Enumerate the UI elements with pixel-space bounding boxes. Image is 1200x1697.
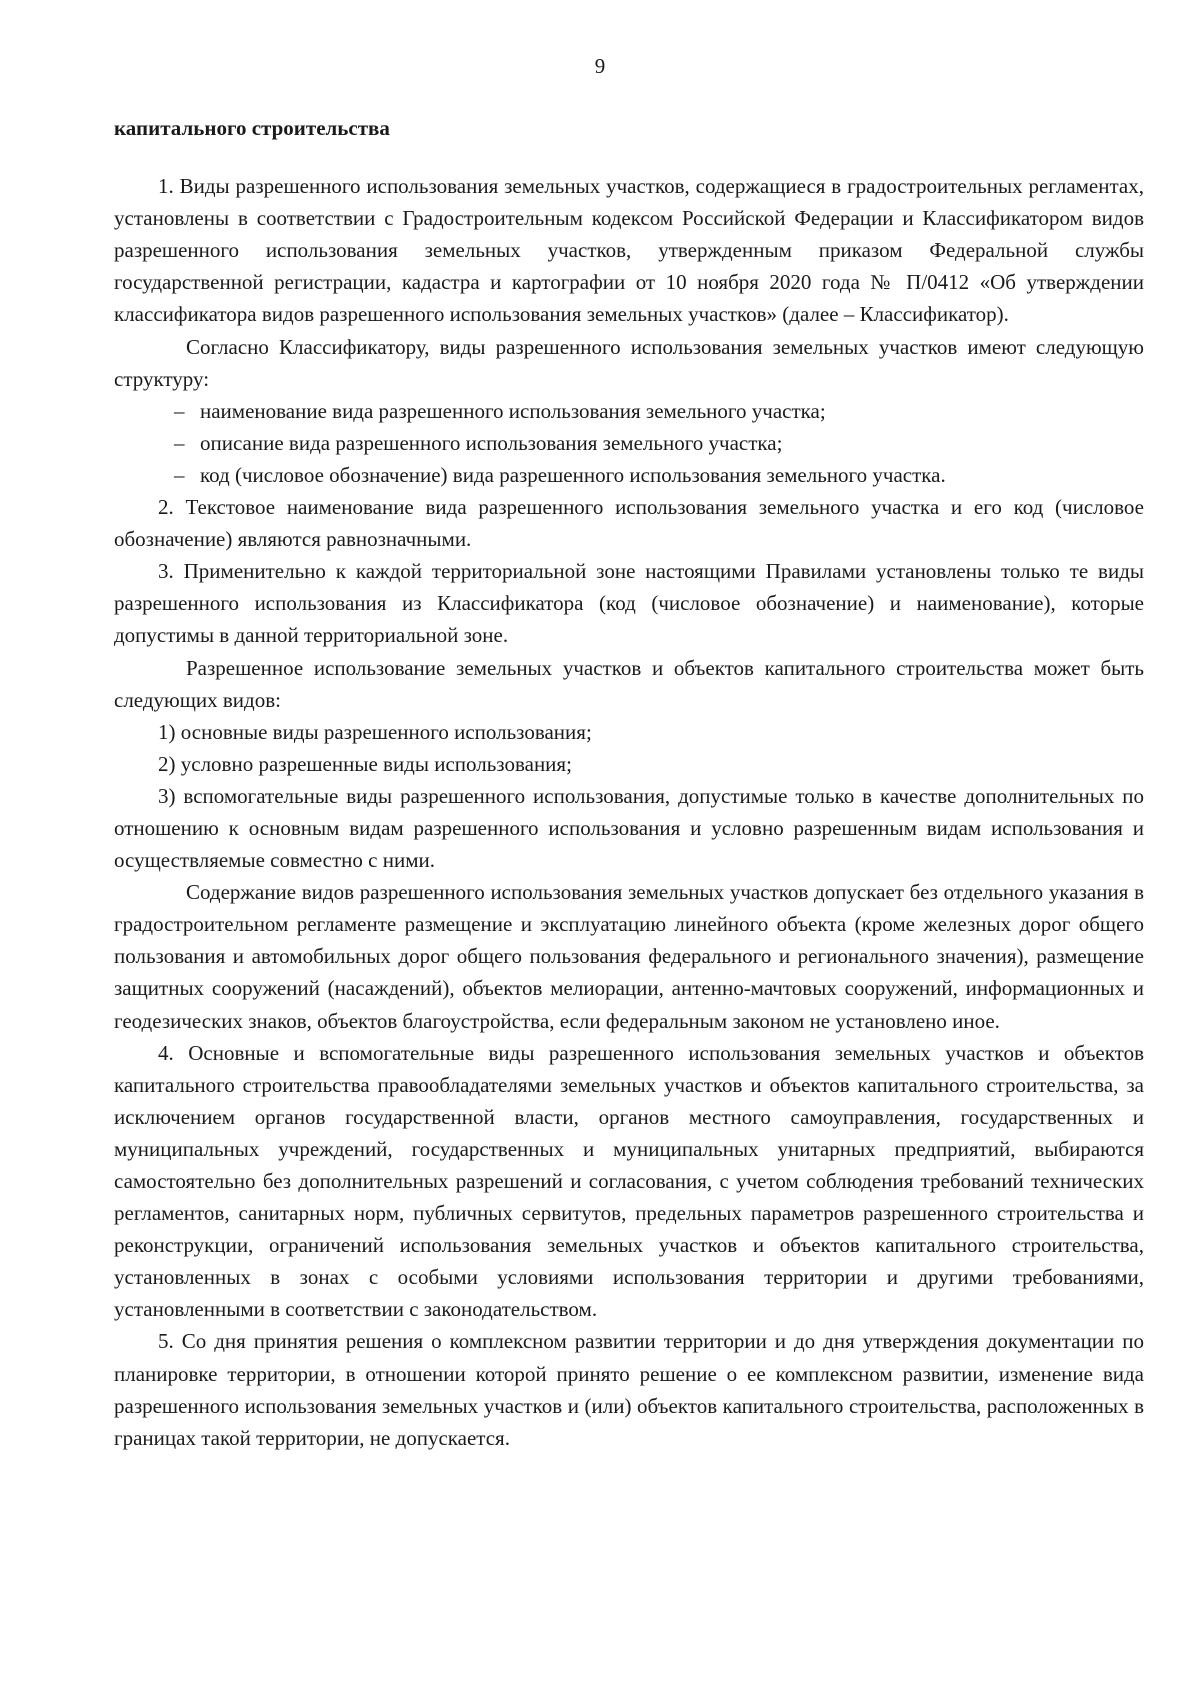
numbered-list-item: 3) вспомогательные виды разрешенного использования, допустимые только в качестве дополнительных по отношению к основным видам разрешенного использования и условно разрешенным видам использования и осуществляемые совместно с ними.: [114, 783, 1144, 873]
paragraph-2: Согласно Классификатору, виды разрешенного использования земельных участков имеют следующую структуру:: [114, 334, 1144, 391]
paragraph-8: 5. Со дня принятия решения о комплексном развитии территории и до дня утверждения документации по планировке территории, в отношении которой принято решение о ее комплексном развитии, изменение вида разрешенного использования земельных участков и (или) объектов капитального строительства, расположенных в границах такой территории, не допускается.: [114, 1329, 1144, 1450]
section-heading: капитального строительства: [114, 116, 390, 140]
numbered-list-item: 1) основные виды разрешенного использования;: [158, 719, 592, 744]
dash-list-item: [114, 395, 1144, 427]
dash-marker: –: [174, 462, 185, 487]
dash-marker: –: [174, 398, 185, 423]
paragraph-4: 3. Применительно к каждой территориальной зоне настоящими Правилами установлены только те виды разрешенного использования из Классификатора (код (числовое обозначение) и наименование), которые допустимы в данной территориальной зоне.: [114, 559, 1144, 648]
paragraph-6: Содержание видов разрешенного использования земельных участков допускает без отдельного указания в градостроительном регламенте размещение и эксплуатацию линейного объекта (кроме железных дорог общего пользования и автомобильных дорог общего пользования федерального и регионального значения), размещение защитных сооружений (насаждений), объектов мелиорации, антенно-мачтовых сооружений, информационных и геодезических знаков, объектов благоустройства, если федеральным законом не установлено иное.: [114, 880, 1144, 1033]
page-number: 9: [594, 54, 606, 78]
paragraph-1: 1. Виды разрешенного использования земельных участков, содержащиеся в градостроительных регламентах, установлены в соответствии с Градостроительным кодексом Российской Федерации и Классификатором видов разрешенного использования земельных участков, утвержденным приказом Федеральной службы государственной регистрации, кадастра и картографии от 10 ноября 2020 года № П/0412 «Об утверждении классификатора видов разрешенного использования земельных участков» (далее – Классификатор).: [114, 174, 1144, 327]
dash-list-item: [114, 459, 1144, 491]
dash-list-text: код (числовое обозначение) вида разрешенного использования земельного участка.: [200, 462, 946, 487]
paragraph-7: 4. Основные и вспомогательные виды разрешенного использования земельных участков и объектов капитального строительства правообладателями земельных участков и объектов капитального строительства, за исключением органов государственной власти, органов местного самоуправления, государственных и муниципальных учреждений, государственных и муниципальных унитарных предприятий, выбираются самостоятельно без дополнительных разрешений и согласования, с учетом соблюдения требований технических регламентов, санитарных норм, публичных сервитутов, предельных параметров разрешенного строительства и реконструкции, ограничений использования земельных участков и объектов капитального строительства, установленных в зонах с особыми условиями использования территории и другими требованиями, установленными в соответствии с законодательством.: [114, 1040, 1144, 1322]
dash-list-text: описание вида разрешенного использования земельного участка;: [200, 430, 783, 455]
numbered-list-item: 2) условно разрешенные виды использования;: [158, 751, 572, 776]
dash-list-item: [114, 427, 1144, 459]
dash-marker: –: [174, 430, 185, 455]
dash-list-text: наименование вида разрешенного использования земельного участка;: [200, 398, 826, 423]
document-body: [114, 112, 1144, 1454]
paragraph-3: 2. Текстовое наименование вида разрешенного использования земельного участка и его код (числовое обозначение) являются равнозначными.: [114, 495, 1144, 552]
paragraph-5: Разрешенное использование земельных участков и объектов капитального строительства может быть следующих видов:: [114, 655, 1144, 712]
